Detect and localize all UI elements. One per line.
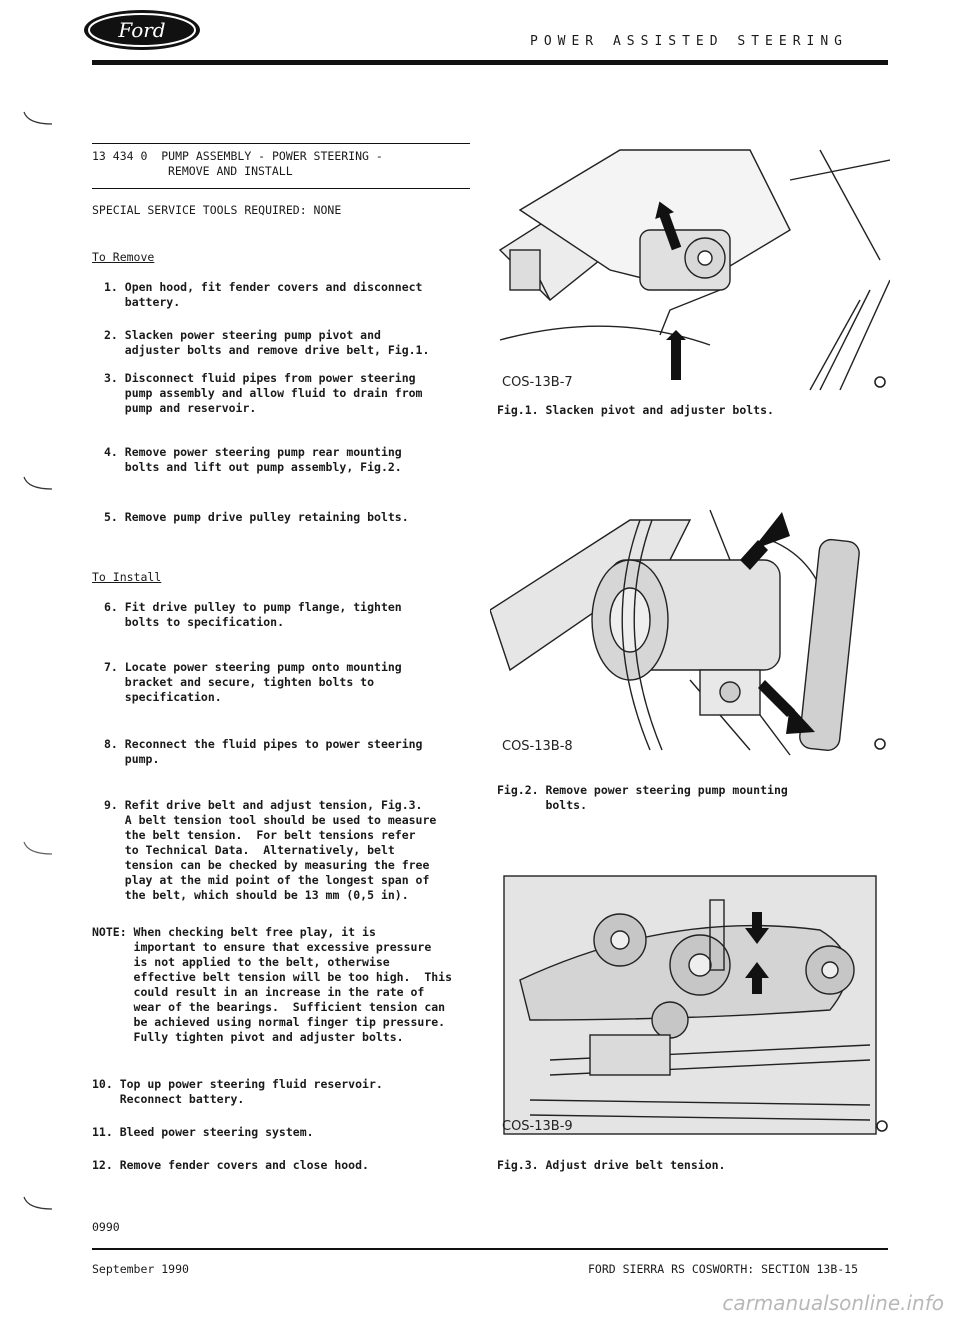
margin-mark [22,110,62,130]
margin-mark [22,475,62,495]
margin-mark [22,840,62,860]
ford-logo-text: Ford [118,18,166,42]
figure-3-caption: Fig.3. Adjust drive belt tension. [497,1158,726,1172]
figure-1-code: COS-13B-7 [502,375,573,390]
install-step-7: 7. Locate power steering pump onto mounting bracket and secure, tighten bolts to specification. [104,660,402,704]
remove-step-4: 4. Remove power steering pump rear mounting bolts and lift out pump assembly, Fig.2. [104,445,402,474]
install-heading: To Install [92,570,162,584]
header-rule [92,60,888,65]
section-title-line1: 13 434 0 PUMP ASSEMBLY - POWER STEERING - [92,149,383,163]
figure-3-illustration [490,870,890,1140]
ford-logo [82,8,202,52]
footer-rule [92,1248,888,1250]
margin-mark [22,1195,62,1215]
footer-date: September 1990 [92,1262,189,1276]
figure-2-code: COS-13B-8 [502,739,573,754]
remove-step-2: 2. Slacken power steering pump pivot and adjuster bolts and remove drive belt, Fig.1. [104,328,430,357]
figure-3-code: COS-13B-9 [502,1119,573,1134]
watermark-text: carmanualsonline.info [722,1291,944,1315]
page-header-title: POWER ASSISTED STEERING [530,34,849,49]
install-step-10: 10. Top up power steering fluid reservoir. Reconnect battery. [92,1077,383,1106]
install-note: NOTE: When checking belt free play, it is important to ensure that excessive pressure is not applied to the belt, otherwise effective belt tension will be too high. This could result in an increase in the rate of wear of the bearings. Sufficient tension can be achieved using normal finger tip pressure. Fully tighten pivot and adjuster bolts. [92,925,453,1044]
install-step-9: 9. Refit drive belt and adjust tension, Fig.3. A belt tension tool should be used to measure the belt tension. For belt tensions refer to Technical Data. Alternatively, belt tension can be checked by measuring the free play at the mid point of the longest span of the belt, which should be 13 mm (0,5 in). [104,798,437,902]
title-rule-bottom [92,188,470,189]
footer-section: FORD SIERRA RS COSWORTH: SECTION 13B-15 [588,1262,859,1276]
section-title-line2: REMOVE AND INSTALL [168,164,293,178]
remove-heading: To Remove [92,250,155,264]
figure-1-illustration [490,140,890,395]
figure-1-caption: Fig.1. Slacken pivot and adjuster bolts. [497,403,774,417]
install-step-6: 6. Fit drive pulley to pump flange, tighten bolts to specification. [104,600,402,629]
figure-2-illustration [490,500,890,758]
remove-step-5: 5. Remove pump drive pulley retaining bolts. [104,510,409,524]
remove-step-3: 3. Disconnect fluid pipes from power steering pump assembly and allow fluid to drain from pump and reservoir. [104,371,423,415]
footer-code: 0990 [92,1220,120,1234]
install-step-12: 12. Remove fender covers and close hood. [92,1158,369,1172]
remove-step-1: 1. Open hood, fit fender covers and disconnect battery. [104,280,423,309]
install-step-8: 8. Reconnect the fluid pipes to power steering pump. [104,737,423,766]
figure-2-caption: Fig.2. Remove power steering pump mounting bolts. [497,783,788,812]
title-rule-top [92,143,470,144]
special-tools: SPECIAL SERVICE TOOLS REQUIRED: NONE [92,203,342,217]
install-step-11: 11. Bleed power steering system. [92,1125,314,1139]
